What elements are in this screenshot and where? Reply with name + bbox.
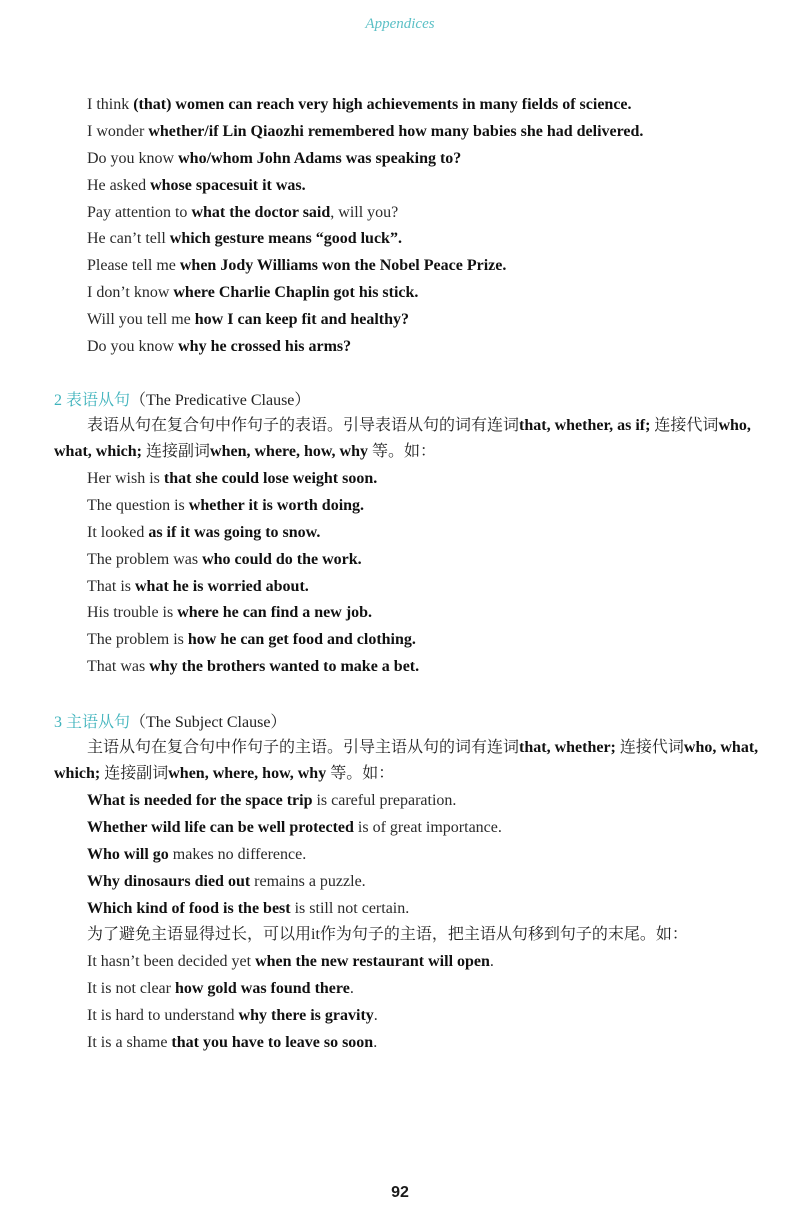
example-sentence: The problem is how he can get food and clothing. — [87, 631, 416, 649]
example-sentence: Do you know who/whom John Adams was speaking to? — [87, 149, 462, 167]
example-sentence: It is a shame that you have to leave so soon. — [87, 1034, 378, 1052]
section-title-predicative — [54, 387, 310, 410]
example-sentence: Which kind of food is the best is still not certain. — [87, 899, 410, 917]
example-sentence: Pay attention to what the doctor said, will you? — [87, 203, 399, 221]
section-number: 2 — [54, 392, 62, 409]
running-header: Appendices — [365, 16, 435, 32]
example-sentence: I think (that) women can reach very high achievements in many fields of science. — [87, 96, 632, 113]
section-number: 3 — [54, 714, 62, 731]
example-sentence: It looked as if it was going to snow. — [87, 523, 321, 541]
example-sentence: Whether wild life can be well protected is of great importance. — [87, 818, 502, 836]
example-sentence: Please tell me when Jody Williams won the Nobel Peace Prize. — [87, 257, 507, 275]
example-sentence: He can’t tell which gesture means “good luck”. — [87, 230, 402, 248]
example-sentence: I wonder whether/if Lin Qiaozhi remembered how many babies she had delivered. — [87, 122, 644, 140]
example-sentence: Will you tell me how I can keep fit and healthy? — [87, 311, 410, 329]
example-sentence: The question is whether it is worth doing. — [87, 496, 365, 514]
example-sentence: Why dinosaurs died out remains a puzzle. — [87, 872, 366, 890]
example-sentence: What is needed for the space trip is careful preparation. — [87, 792, 457, 809]
example-sentence: It is hard to understand why there is gravity. — [87, 1007, 378, 1025]
section-intro-predicative: 表语从句在复合句中作句子的表语。引导表语从句的词有连词that, whether, as if; 连接代词who, what, which; 连接副词when, where, how, why 等。如： — [54, 417, 751, 460]
example-sentence: I don’t know where Charlie Chaplin got his stick. — [87, 284, 419, 302]
section-title-subject — [54, 709, 286, 732]
section-note: 为了避免主语显得过长，可以用it作为句子的主语，把主语从句移到句子的末尾。如： — [87, 926, 688, 944]
section-title-en: （The Predicative Clause） — [130, 392, 311, 409]
example-sentence: He asked whose spacesuit it was. — [87, 176, 306, 194]
page-number: 92 — [391, 1184, 409, 1201]
example-sentence: It is not clear how gold was found there. — [87, 980, 354, 998]
example-sentence: His trouble is where he can find a new job. — [87, 604, 373, 622]
example-sentence: The problem was who could do the work. — [87, 550, 362, 568]
predicative-examples — [87, 466, 767, 681]
example-sentence: That was why the brothers wanted to make a bet. — [87, 658, 420, 676]
subject-examples — [87, 788, 767, 1057]
example-sentence: Her wish is that she could lose weight soon. — [87, 470, 378, 487]
example-sentence: Do you know why he crossed his arms? — [87, 338, 352, 356]
object-clause-examples — [87, 92, 767, 361]
section-title-en: （The Subject Clause） — [130, 714, 287, 731]
example-sentence: It hasn’t been decided yet when the new restaurant will open. — [87, 953, 494, 971]
example-sentence: Who will go makes no difference. — [87, 845, 307, 863]
example-sentence: That is what he is worried about. — [87, 577, 309, 595]
section-title-zh: 表语从句 — [66, 392, 131, 409]
section-title-zh: 主语从句 — [66, 714, 131, 731]
section-intro-subject: 主语从句在复合句中作句子的主语。引导主语从句的词有连词that, whether; 连接代词who, what, which; 连接副词when, where, how, why 等。如： — [54, 739, 759, 782]
